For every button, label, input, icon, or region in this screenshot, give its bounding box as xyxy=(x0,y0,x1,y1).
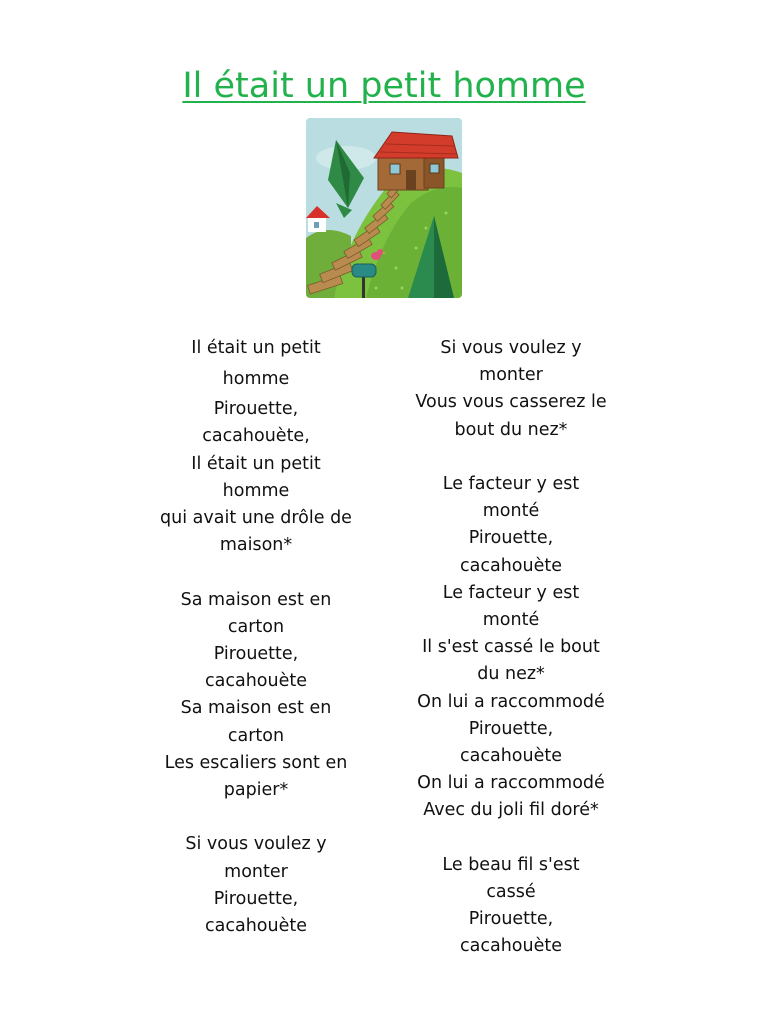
lyric-line: homme xyxy=(222,480,290,501)
lyric-line: du nez* xyxy=(477,664,545,685)
lyric-line: Si vous voulez y xyxy=(185,834,327,855)
lyric-line: Pirouette, xyxy=(213,888,299,909)
lyric-line: Pirouette, xyxy=(468,909,554,930)
lyric-line: cacahouète xyxy=(460,936,562,957)
lyric-line: cacahouète xyxy=(460,555,562,576)
lyric-line: cassé xyxy=(486,882,536,903)
lyric-line: Pirouette, xyxy=(468,528,554,549)
lyric-line: cacahouète, xyxy=(202,426,310,447)
lyric-line: Il était un petit xyxy=(191,338,321,358)
lyric-line: Pirouette, xyxy=(213,644,299,665)
lyric-line: carton xyxy=(227,616,285,637)
lyric-line: Pirouette, xyxy=(213,399,299,420)
lyrics-left-column xyxy=(131,335,381,940)
lyric-line: cacahouète xyxy=(205,671,307,692)
page-title: Il était un petit homme xyxy=(182,66,586,106)
lyric-line: Il était un petit xyxy=(191,453,321,474)
stanza xyxy=(386,852,636,961)
stanza xyxy=(386,335,636,444)
lyric-line: Le beau fil s'est xyxy=(442,854,580,875)
lyric-line: Sa maison est en xyxy=(180,589,332,610)
lyric-line: Si vous voulez y xyxy=(440,338,582,358)
lyric-line: carton xyxy=(227,725,285,746)
stanza xyxy=(386,471,636,825)
lyric-line: Avec du joli fil doré* xyxy=(423,800,599,821)
lyric-line: Pirouette, xyxy=(468,718,554,739)
lyric-line: qui avait une drôle de xyxy=(160,508,352,529)
lyric-line: monté xyxy=(482,501,540,522)
stanza xyxy=(131,587,381,805)
lyric-line: maison* xyxy=(219,535,293,556)
lyric-line: Le facteur y est xyxy=(442,474,580,494)
lyric-line: Vous vous casserez le xyxy=(415,392,607,413)
lyric-line: On lui a raccommodé xyxy=(417,773,605,794)
lyric-line: Il s'est cassé le bout xyxy=(422,637,600,658)
stanza xyxy=(131,335,381,559)
lyric-line: monté xyxy=(482,610,540,631)
lyric-line: Sa maison est en xyxy=(180,698,332,719)
lyric-line: Le facteur y est xyxy=(442,582,580,603)
lyric-line: cacahouète xyxy=(460,746,562,767)
house-on-hill-illustration xyxy=(306,118,462,298)
lyric-line: bout du nez* xyxy=(454,419,568,440)
lyric-line: papier* xyxy=(223,780,289,801)
lyric-line: monter xyxy=(224,861,288,882)
stanza xyxy=(131,831,381,940)
lyric-line: Les escaliers sont en xyxy=(164,752,348,773)
lyric-line: cacahouète xyxy=(205,916,307,937)
lyric-line: monter xyxy=(479,365,543,386)
lyric-line: On lui a raccommodé xyxy=(417,691,605,712)
lyrics-right-column xyxy=(386,335,636,961)
lyric-line: homme xyxy=(222,369,290,390)
